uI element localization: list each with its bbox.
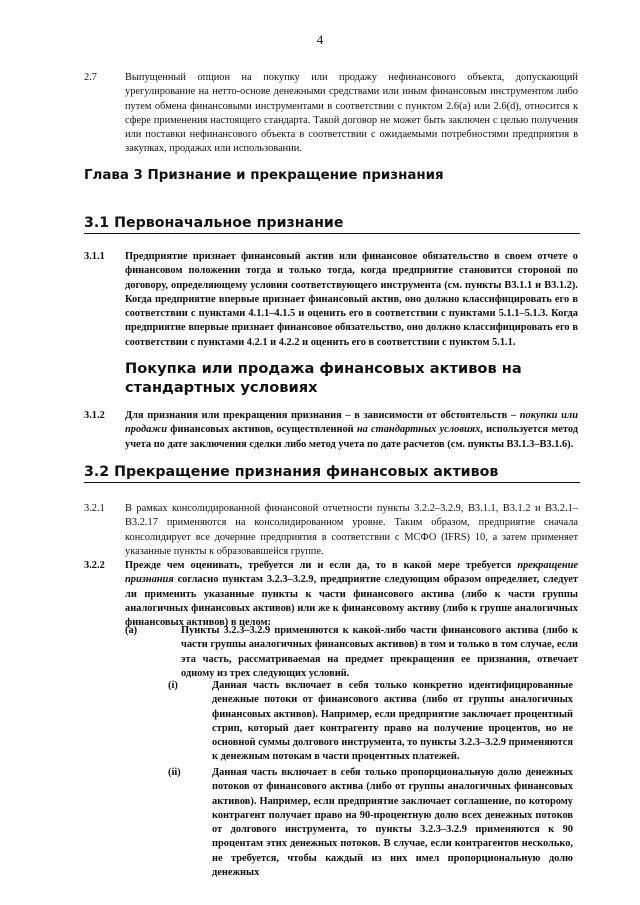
list-item-i <box>168 679 573 765</box>
paragraph-number: 3.2.2 <box>84 560 105 571</box>
chapter-heading: Глава 3 Признание и прекращение признания <box>84 168 444 183</box>
list-text: Данная часть включает в себя только пропорциональную долю денежных потоков от финансового актива (либо от группы аналогичных финансовых активов). Например, если предприятие заключает соглашение, по которому контрагент получает право на 90-процентную долю всех денежных потоков от долгового инструмента, то пункты 3.2.3–3.2.9 применяются к 90 процентам этих денежных потоков. В случае, если контрагентов несколько, не требуется, чтобы каждый из них имел пропорциональную долю денежных <box>212 767 573 879</box>
list-label: (i) <box>168 680 178 691</box>
page-number: 4 <box>316 32 324 47</box>
paragraph-number: 3.2.1 <box>84 503 105 514</box>
paragraph-text: Для признания или прекращения признания – в зависимости от обстоятельств – покупки или продажи финансовых активов, осуществленной на стандартных условиях, используется метод учета по дате заключения сделки либо метод учета по дате расчетов (см. пункты B3.1.3–B3.1.6). <box>125 410 579 450</box>
list-item-a <box>125 624 578 681</box>
paragraph-number: 3.1.2 <box>84 410 105 421</box>
list-label: (a) <box>125 625 138 636</box>
section-heading-3-2: 3.2 Прекращение признания финансовых активов <box>84 464 580 483</box>
paragraph-number: 2.7 <box>84 72 97 83</box>
paragraph-text: Предприятие признает финансовый актив или финансовое обязательство в своем отчете о финансовом положении тогда и только тогда, когда предприятие становится стороной по договору, определяющему условия соответствующего инструмента (см. пункты B3.1.1 и B3.1.2). Когда предприятие впервые признает финансовый актив, оно должно классифицировать его в соответствии с пунктами 4.1.1–4.1.5 и оценить его в соответствии с пунктами 5.1.1–5.1.3. Когда предприятие впервые признает финансовое обязательство, оно должно классифицировать его в соответствии с пунктами 4.2.1 и 4.2.2 и оценить его в соответствии с пунктом 5.1.1. <box>125 251 578 348</box>
paragraph-text: Прежде чем оценивать, требуется ли и если да, то в какой мере требуется прекращение признания согласно пунктам 3.2.3–3.2.9, предприятие следующим образом определяет, следует ли применить указанные пункты к части финансового актива (либо к части группы аналогичных финансовых активов) или же к финансовому активу (либо к группе аналогичных финансовых активов) в целом: <box>125 560 578 629</box>
list-label: (ii) <box>168 767 181 778</box>
list-text: Данная часть включает в себя только конкретно идентифицированные денежные потоки от финансового актива (либо от группы аналогичных финансовых активов). Например, если предприятие заключает процентный стрип, который дает контрагенту право на получение процентов, но не основной суммы долгового инструмента, то пункты 3.2.3–3.2.9 применяются к денежным потокам в части процентных платежей. <box>212 680 573 763</box>
paragraph-3-1-1 <box>84 250 578 350</box>
paragraph-3-2-1 <box>84 502 578 559</box>
paragraph-2-7 <box>84 71 578 157</box>
list-text: Пункты 3.2.3–3.2.9 применяются к какой-либо части финансового актива (либо к части группы аналогичных финансовых активов) в том и только в том случае, если эта часть, рассматриваемая на предмет прекращения ее признания, отвечает одному из трех следующих условий. <box>181 625 578 679</box>
paragraph-3-1-2 <box>84 409 578 452</box>
paragraph-text: В рамках консолидированной финансовой отчетности пункты 3.2.2–3.2.9, B3.1.1, B3.1.2 и B3.2.1–B3.2.17 применяются на консолидированном уровне. Таким образом, предприятие сначала консолидирует все дочерние предприятия в соответствии с МСФО (IFRS) 10, а затем применяет указанные пункты к образовавшейся группе. <box>125 503 578 557</box>
paragraph-3-2-2 <box>84 559 578 630</box>
list-item-ii <box>168 766 573 880</box>
paragraph-text: Выпущенный опцион на покупку или продажу нефинансового объекта, допускающий урегулирование на нетто-основе денежными средствами или иным финансовым инструментом либо путем обмена финансовыми инструментами в соответствии с пунктом 2.6(a) или 2.6(d), относится к сфере применения настоящего стандарта. Такой договор не может быть заключен с целью получения или поставки нефинансового объекта в соответствии с ожидаемыми потребностями предприятия в закупках, продажах или использовании. <box>125 72 578 155</box>
section-heading-3-1: 3.1 Первоначальное признание <box>84 215 580 234</box>
paragraph-number: 3.1.1 <box>84 251 105 262</box>
subheading-regular-way: Покупка или продажа финансовых активов на стандартных условиях <box>125 360 522 396</box>
